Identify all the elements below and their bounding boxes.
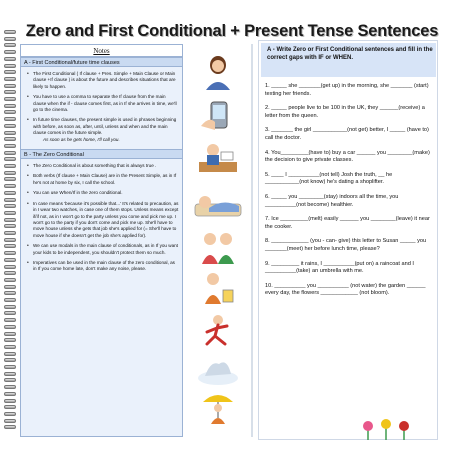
spiral-ring [4,131,16,135]
note-bullet: • In case means 'because it's possible that...' It's related to precaution, as in I wear two watches, in case one of them stops. Unless means except if/if not, as in I won't go to the party unless you come and pick me up. I won't go to the party if you don't come and pick me up. She'll have to move house unless she gets that job she's applied for (= She'll have to move house if she doesn't get the job she's applied for). [27,201,179,239]
spiral-ring [4,365,16,369]
exercise-item-4: 4. You_________(have to) buy a car ______ you ________(make) the decision to give private classes. [265,149,430,164]
spiral-ring [4,251,16,255]
spiral-ring [4,352,16,356]
spiral-ring [4,291,16,295]
page-title: Zero and First Conditional + Present Tense Sentences [25,22,439,40]
spiral-ring [4,338,16,342]
note-bullet [27,117,179,143]
spiral-ring [4,392,16,396]
exercise-item-5: 5. ____ I __________(not tell) Josh the truth, __ he ___________(not know) he's dating a shoplifter. [265,171,393,186]
friends-icon [191,228,245,266]
spiral-ring [4,164,16,168]
exercise-item-1: 1. _____ she _______(get up) in the morning, she _______ (start) texting her friends. [265,83,429,97]
spiral-ring [4,137,16,141]
exercise-item-8: 8. ____________ (you - can- give) this letter to Susan _____ you _______(meet) her before lunch time, please? [265,238,427,252]
spiral-ring [4,184,16,188]
exercise-item-2: 2. _____ people live to be 100 in the UK, they ______(receive) a letter from the queen. [265,105,425,119]
spiral-ring [4,385,16,389]
snow-icon [191,350,245,388]
spiral-ring [4,37,16,41]
note-example: As soon as he gets home, I'll call you. [43,136,120,142]
spiral-ring [4,238,16,242]
illustrations-column [185,44,252,437]
spiral-ring [4,104,16,108]
spiral-ring [4,305,16,309]
spiral-ring [4,278,16,282]
note-bullet: • The First Conditional ( If clause + Pres. Simple + Main Clause or Main clause +If clause ) is about the future and describes situations that are likely to happen. [27,71,179,90]
spiral-ring [4,419,16,423]
spiral-ring [4,151,16,155]
spiral-ring [4,90,16,94]
spiral-ring [4,64,16,68]
spiral-ring [4,345,16,349]
spiral-ring [4,50,16,54]
spiral-ring [4,231,16,235]
exercise-item-3: 3. _______ the girl ___________(not get) better, I _____ (have to) call the doctor. [265,127,429,141]
exercise-instructions: A - Write Zero or First Conditional sentences and fill in the correct gaps with IF or WHEN. [267,47,433,62]
notes-panel [20,44,183,437]
spiral-ring [4,124,16,128]
spiral-ring [4,271,16,275]
spiral-ring [4,70,16,74]
spiral-ring [4,77,16,81]
spiral-ring [4,405,16,409]
spiral-ring [4,325,16,329]
spiral-ring [4,97,16,101]
running-man-icon [191,312,245,350]
spiral-ring [4,244,16,248]
spiral-ring [4,84,16,88]
spiral-binding [4,30,16,435]
column-divider [251,44,253,437]
spiral-ring [4,332,16,336]
section-a-heading: A - First Conditional/future time clauses [21,57,182,67]
rain-woman-icon [191,388,245,426]
shopping-icon [191,270,245,308]
exercise-item-7: 7. Ice _________(melt) easily ______ you ________(leave) it near the cooker. [265,216,430,230]
spiral-ring [4,265,16,269]
exercise-items [265,83,435,305]
spiral-ring [4,425,16,429]
spiral-ring [4,30,16,34]
spiral-ring [4,358,16,362]
spiral-ring [4,117,16,121]
phone-icon [191,96,245,134]
spiral-ring [4,258,16,262]
spiral-ring [4,157,16,161]
spiral-ring [4,204,16,208]
spiral-ring [4,144,16,148]
spiral-ring [4,110,16,114]
spiral-ring [4,399,16,403]
section-b-heading: B - The Zero Conditional [21,149,182,159]
note-bullet-text: In future time clauses, the present simple is used in phrases beginning with before, as soon as, after, until, unless and when and the main clause comes in the future simple. [33,117,177,136]
spiral-ring [4,218,16,222]
exercise-item-10: 10. __________ you __________ (not water) the garden ______ every day, the flowers ____________ (not bloom). [265,282,426,297]
exercise-header [261,43,436,77]
section-b-bullets [21,159,182,279]
note-bullet: • Imperatives can be used in the main clause of the zero conditional, as in If you come home late, don't make any noise, please. [27,260,179,273]
note-bullet: • The Zero Conditional is about something that is always true . [27,163,179,169]
spiral-ring [4,412,16,416]
spiral-ring [4,298,16,302]
spiral-ring [4,285,16,289]
spiral-ring [4,372,16,376]
notes-heading: Notes [21,45,182,57]
spiral-ring [4,171,16,175]
note-bullet: • You can use When/If in the zero conditional. [27,190,179,196]
spiral-ring [4,378,16,382]
spiral-ring [4,224,16,228]
spiral-ring [4,177,16,181]
spiral-ring [4,57,16,61]
spiral-ring [4,211,16,215]
woman-icon [191,52,245,90]
spiral-ring [4,311,16,315]
spiral-ring [4,43,16,47]
exercise-item-9: 9. _________ it rains, I __________(put on) a raincoat and I __________(take) an umbrella with me. [265,260,414,275]
note-bullet: • You have to use a comma to separate the If clause from the main clause when the if - clause comes first, as in If she arrives in time, we'll go to the cinema. [27,94,179,113]
section-a-bullets [21,67,182,149]
exercise-item-6: 6. _____ you ________(stay) indoors all the time, you __________(not become) healthier. [265,193,399,208]
sleeping-man-icon [191,184,245,222]
spiral-ring [4,318,16,322]
note-bullet: • Both verbs (If clause + Main Clause) are in the Present Simple, as in If he's not at home by six, I call the school. [27,173,179,186]
spiral-ring [4,198,16,202]
spiral-ring [4,191,16,195]
note-bullet: • We can use modals in the main clause of conditionals, as in If you want your kids to be independent, you shouldn't protect them so much. [27,243,179,256]
flowers-icon [356,418,416,440]
exercise-panel [258,40,438,440]
man-with-letter-icon [191,140,245,178]
